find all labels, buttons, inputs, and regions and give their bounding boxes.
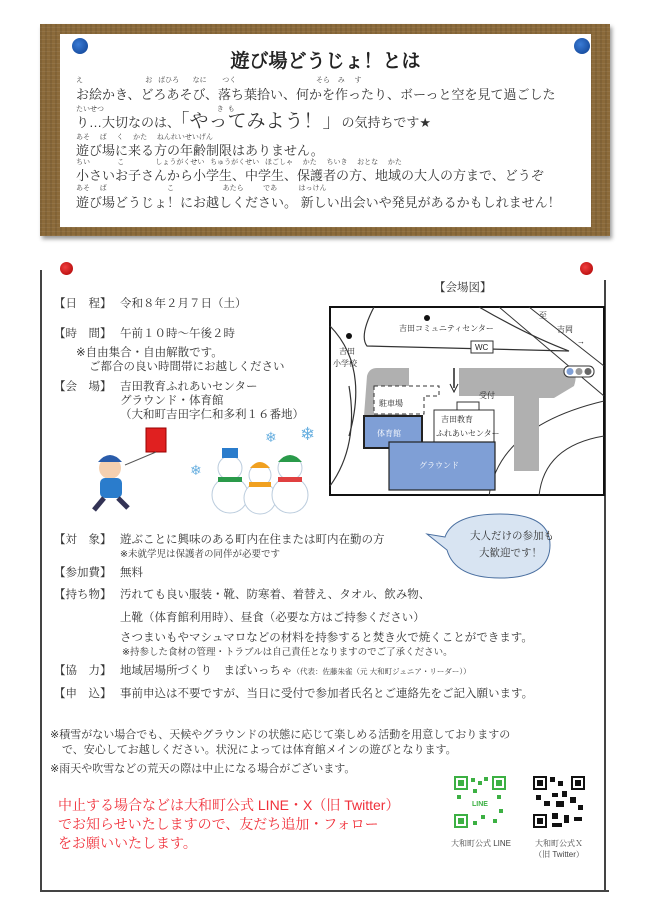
bring-value: 汚れても良い服装・靴、防寒着、着替え、タオル、飲み物、 [120,589,431,601]
furigana: あそ ば く かた ねんれいせいげん [76,134,213,141]
coop-value: 地域居場所づくり まぽいっちゃ [120,665,293,677]
venue-address: （大和町吉田字仁和多利１６番地） [120,409,304,421]
apply-value: 事前申込は不要ですが、当日に受付で参加者氏名とご連絡先をご記入願います。 [120,688,534,700]
fee-label: 【参加費】 [54,567,112,579]
date-row [54,295,247,311]
snowmen-icon [212,448,308,514]
venue-value: グラウンド・体育館 [120,395,224,407]
note: ※積雪がない場合でも、天候やグラウンドの状態に応じて楽しめる活動を用意しておりますの [50,729,511,741]
note: で、安心してお越しください。状況によっては体育館メインの遊びとなります。 [62,744,457,756]
map-label-center: 吉田教育 [441,415,473,424]
map-label-gym: 体育館 [377,429,401,438]
qr-caption: （旧 Twitter） [534,850,584,859]
coop-rep: （代表：佐藤朱雀（元 大和町ジュニア・リーダー）） [292,667,471,676]
intro-line [76,106,431,133]
map-label-ground: グラウンド [419,461,459,470]
x-qr-code[interactable] [532,775,586,829]
intro-text: の気持ちです★ [341,115,432,130]
pushpin-icon [60,262,73,275]
bubble-text: 大歓迎です！ [479,547,542,559]
apply-label: 【申 込】 [54,688,112,700]
venue-map [329,306,605,496]
map-label-wc: WC [475,343,489,352]
venue-value: 吉田教育ふれあいセンター [120,381,258,393]
venue-label: 【会 場】 [54,381,112,393]
map-label-to: 至 [539,311,547,320]
furigana: あそ ば こ あたら であ はっけん [76,185,327,192]
qr-caption: 大和町公式Ｘ [535,839,583,848]
date-value: 令和８年２月７日（土） [120,298,247,310]
line-qr-code[interactable] [453,775,507,829]
intro-line: 小さいお子さんから小学生、中学生、保護者の方、地域の大人の方まで、どうぞ [76,168,544,183]
map-title: 【会場図】 [434,282,492,294]
time-value: 午前１０時～午後２時 [120,328,235,340]
apply-row [54,685,533,701]
map-label-reception: 受付 [479,391,495,400]
date-label: 【日 程】 [54,298,112,310]
snowflake-icon: ❄ [265,429,277,445]
note: ※雨天や吹雪などの荒天の際は中止になる場合がございます。 [50,763,356,775]
fee-row [54,564,143,580]
target-note: ※未就学児は保護者の同伴が必要です [120,549,280,560]
furigana: たいせつ き も [76,106,235,113]
arrow-icon: → [577,337,585,346]
fee-value: 無料 [120,567,143,579]
furigana: え お ばひろ なに つく そら み す [76,77,362,84]
map-label-school: 小学校 [333,359,357,368]
target-row [54,531,385,547]
line-logo: LINE [472,801,488,808]
intro-text: り…大切なのは、 [76,115,181,130]
intro-line: 遊び場どうじょ！にお越しください。 新しい出会いや発見があるかもしれません！ [76,195,561,210]
time-label: 【時 間】 [54,328,112,340]
cancel-notice: をお願いいたします。 [58,835,197,851]
time-note: ※自由集合・自由解散です。 [76,347,223,359]
time-note: ご都合の良い時間帯にお越しください [89,361,285,373]
bubble-text: 大人だけの参加も [470,530,554,542]
snowflake-icon: ❄ [300,424,316,444]
snowflake-icon: ❄ [190,462,202,478]
map-label-center: ふれあいセンター [436,429,500,438]
intro-line: お絵かき、どろあそび、落ち葉拾い、何かを作ったり、ボーっと空を見て過ごした [76,87,556,102]
bring-value: 上靴（体育館利用時）、昼食（必要な方はご持参ください） [120,612,425,624]
pushpin-icon [580,262,593,275]
coop-label: 【協 力】 [54,665,112,677]
intro-emphasis: 「やってみよう！」 [180,111,342,132]
map-label-school: 吉田 [339,347,355,356]
snow-play-illustration [80,420,330,520]
kite-icon [146,428,166,452]
coop-row [54,662,471,678]
cancel-notice: でお知らせいたしますので、友だち追加・フォロー [58,816,379,832]
map-label-yoshioka: 吉岡 [557,325,573,334]
intro-line: 遊び場に来る方の年齢制限はありません。 [76,143,324,158]
map-label-community: 吉田コミュニティセンター [399,324,494,333]
time-row [54,325,235,341]
target-value: 遊ぶことに興味のある町内在住または町内在勤の方 [120,534,385,546]
target-label: 【対 象】 [54,534,112,546]
bring-label: 【持ち物】 [54,589,112,601]
cancel-notice: 中止する場合などは大和町公式 LINE・X（旧 Twitter） [58,797,400,813]
map-label-parking: 駐車場 [379,399,403,408]
bring-value: さつまいもやマシュマロなどの材料を持参すると焚き火で焼くことができます。 [120,632,533,644]
intro-title: 遊び場どうじょ！とは [230,51,421,72]
bring-row [54,586,430,602]
qr-caption: 大和町公式 LINE [450,839,511,848]
furigana: ちい こ しょうがくせい ちゅうがくせい ほごしゃ かた ちいき おとな かた [76,159,402,166]
bring-note: ※持参した食材の管理・トラブルは自己責任となりますのでご了承ください。 [122,647,453,658]
